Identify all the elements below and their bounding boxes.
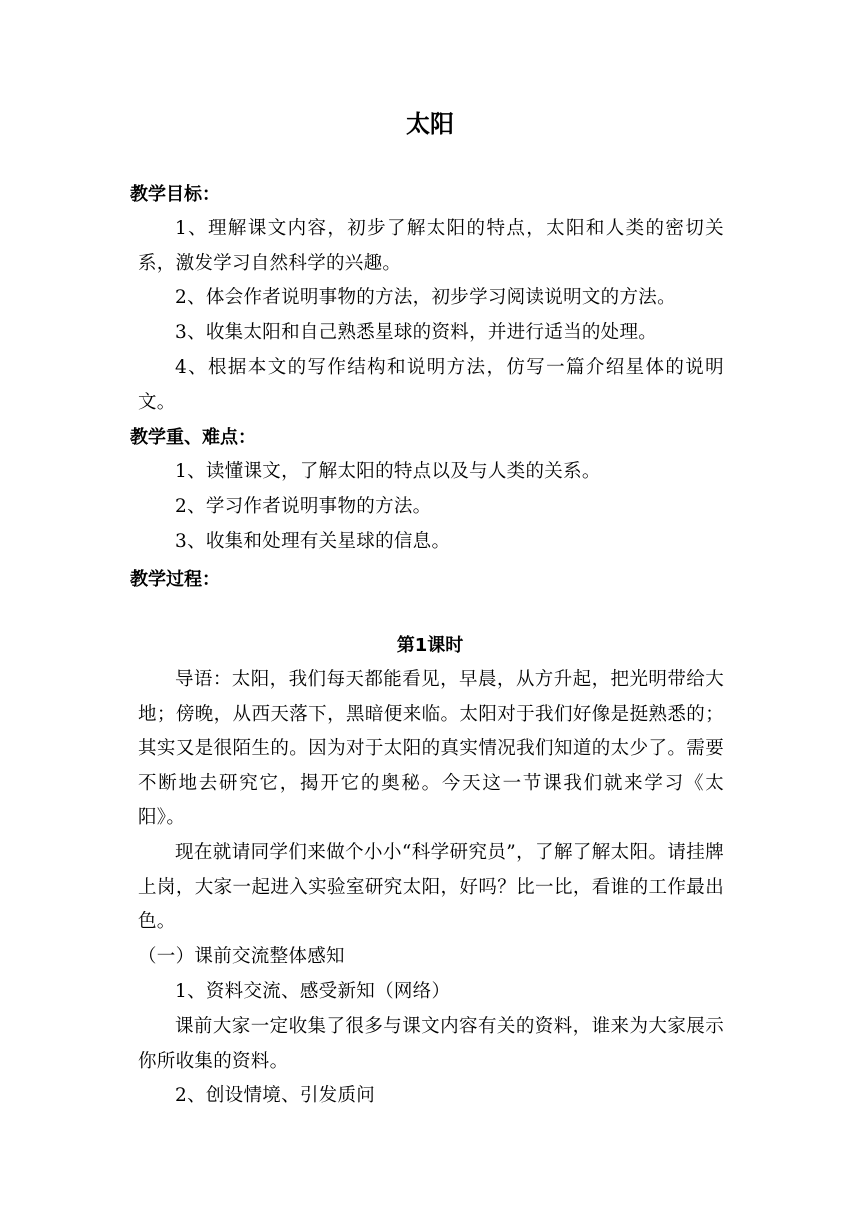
objective-item-4: 4、根据本文的写作结构和说明方法，仿写一篇介绍星体的说明文。 — [138, 357, 724, 413]
objective-item-2: 2、体会作者说明事物的方法，初步学习阅读说明文的方法。 — [175, 287, 676, 308]
objectives-heading: 教学目标： — [130, 184, 220, 205]
key-point-item-1: 1、读懂课文，了解太阳的特点以及与人类的关系。 — [175, 461, 601, 482]
step-1-title: 1、资料交流、感受新知（网络） — [175, 981, 451, 1002]
document-title: 太阳 — [406, 110, 454, 138]
objective-item-1: 1、理解课文内容，初步了解太阳的特点，太阳和人类的密切关系，激发学习自然科学的兴趣。 — [138, 218, 724, 274]
scientist-paragraph: 现在就请同学们来做个小小“科学研究员”，了解了解太阳。请挂牌上岗，大家一起进入实验室研究太阳，好吗？比一比，看谁的工作最出色。 — [138, 842, 724, 932]
key-points-heading: 教学重、难点： — [130, 427, 256, 448]
key-point-item-3: 3、收集和处理有关星球的信息。 — [175, 531, 451, 552]
intro-paragraph: 导语：太阳，我们每天都能看见，早晨，从方升起，把光明带给大地；傍晚，从西天落下，黑暗便来临。太阳对于我们好像是挺熟悉的；其实又是很陌生的。因为对于太阳的真实情况我们知道的太少了。需要不断地去研究它，揭开它的奥秘。今天这一节课我们就来学习《太阳》。 — [138, 669, 724, 828]
objective-item-3: 3、收集太阳和自己熟悉星球的资料，并进行适当的处理。 — [175, 322, 658, 343]
lesson-title: 第1课时 — [396, 635, 464, 656]
step-1-text: 课前大家一定收集了很多与课文内容有关的资料，谁来为大家展示你所收集的资料。 — [138, 1016, 724, 1072]
step-2-title: 2、创设情境、引发质问 — [175, 1085, 376, 1106]
process-heading: 教学过程： — [130, 569, 220, 590]
section-heading-1: （一）课前交流整体感知 — [138, 946, 345, 967]
key-point-item-2: 2、学习作者说明事物的方法。 — [175, 496, 432, 517]
